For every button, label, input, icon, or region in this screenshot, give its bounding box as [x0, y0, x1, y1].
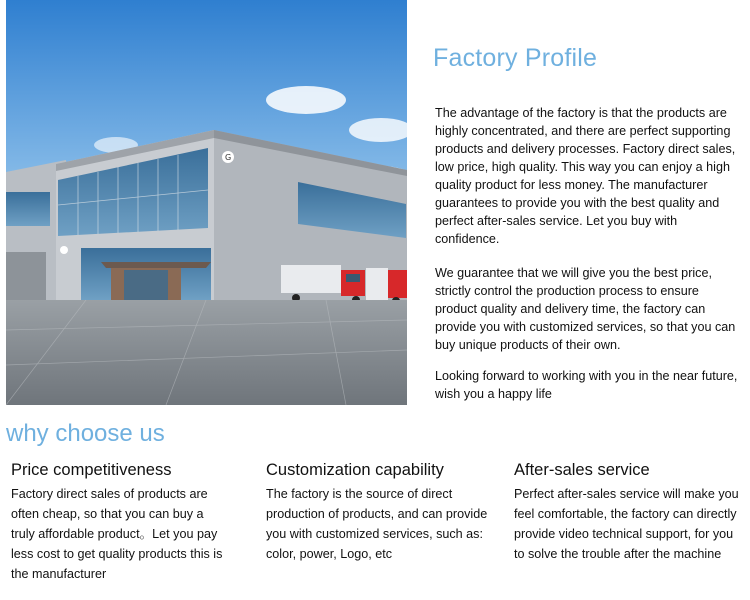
factory-photo	[6, 0, 407, 405]
feature-text: Factory direct sales of products are often cheap, so that you can buy a truly affordable product。Let you pay less cost to get quality products this is the manufacturer	[11, 487, 223, 581]
feature-text: The factory is the source of direct production of products, and can provide you with customized services, such as: color, power, Logo, etc	[266, 487, 488, 561]
section-title: why choose us	[6, 420, 165, 447]
feature-after-sales	[514, 460, 746, 564]
feature-heading: After-sales service	[514, 461, 650, 479]
feature-customization	[266, 460, 491, 564]
profile-paragraph-1: The advantage of the factory is that the products are highly concentrated, and there are perfect supporting products and delivery processes. Factory direct sales, low price, high quality. This way you can enjoy a high quality product for less money. The manufacturer guarantees to provide you with the best quality and perfect after-sales service. Let you buy with confidence.	[435, 106, 736, 246]
svg-text:G: G	[225, 153, 232, 162]
feature-text: Perfect after-sales service will make you feel comfortable, the factory can directly provide video technical support, for you to solve the trouble after the machine	[514, 487, 739, 561]
page-title: Factory Profile	[433, 44, 598, 72]
feature-heading: Price competitiveness	[11, 461, 172, 479]
feature-price	[11, 460, 226, 584]
feature-heading: Customization capability	[266, 461, 444, 479]
profile-paragraph-3: Looking forward to working with you in the near future, wish you a happy life	[435, 369, 738, 401]
profile-paragraph-2: We guarantee that we will give you the best price, strictly control the production process to ensure product quality and delivery time, the factory can provide you with customized services, so that you can buy unique products of their own.	[435, 266, 736, 352]
